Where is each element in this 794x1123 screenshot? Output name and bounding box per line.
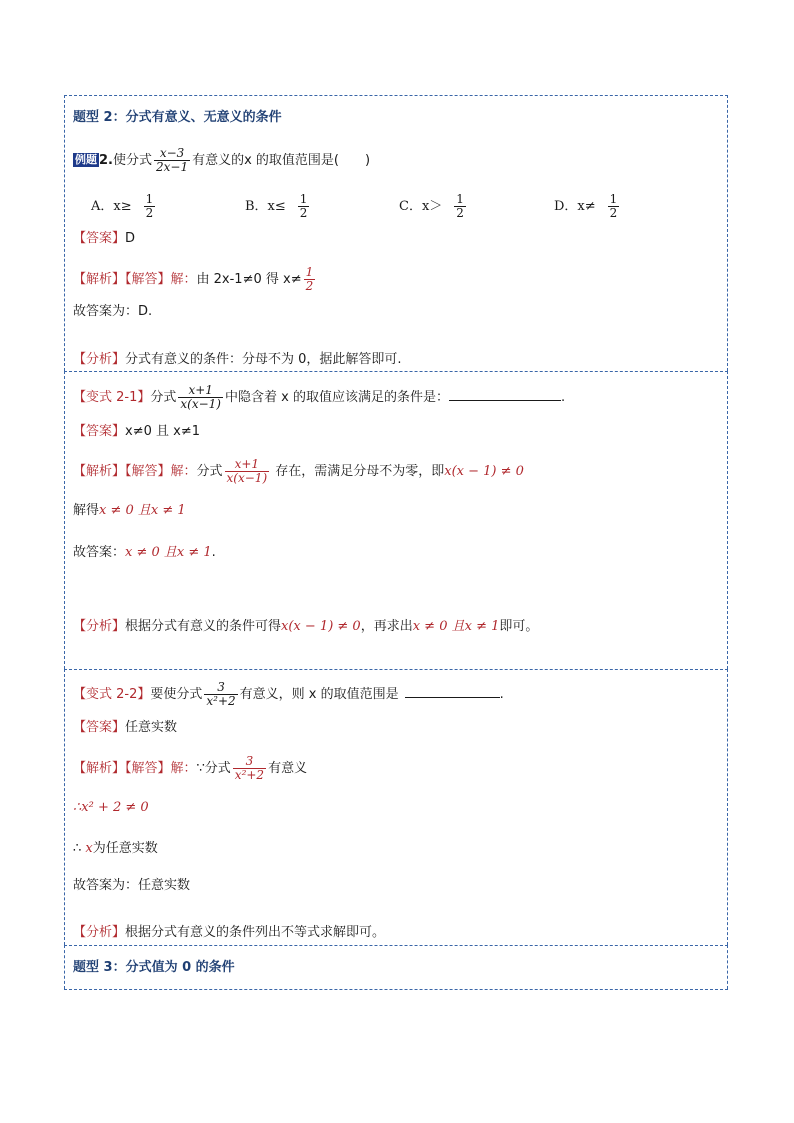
analysis-fraction: $\frac{x+1}{x(x-1)}$ bbox=[226, 457, 268, 485]
step-line-1: ∴x² + 2 ≠ 0 bbox=[73, 800, 149, 815]
note-label: 【分析】 bbox=[73, 925, 126, 940]
analysis-math: x(x − 1) ≠ 0 bbox=[444, 464, 524, 479]
analysis-fraction: $\frac{3}{\text{x²+2}}$ bbox=[234, 754, 265, 782]
answer-blank bbox=[449, 388, 561, 401]
answer-blank bbox=[405, 685, 500, 698]
answer-line bbox=[73, 229, 135, 249]
conclusion-math: x ≠ 0 且x ≠ 1 bbox=[125, 545, 212, 560]
answer-line bbox=[73, 422, 200, 442]
section-variant-2-1 bbox=[64, 371, 728, 669]
analysis-text: 由 2x-1≠0 得 x≠ bbox=[196, 272, 302, 287]
note-line bbox=[73, 350, 402, 370]
note-label: 【分析】 bbox=[73, 352, 126, 367]
option-d: D．x≠ $\frac{1}{2}$ bbox=[554, 192, 618, 220]
note-text: 分式有意义的条件：分母不为 0，据此解答即可. bbox=[125, 352, 402, 367]
conclusion-line: 故答案为：任意实数 bbox=[73, 878, 191, 893]
conclusion-line: 故答案：x ≠ 0 且x ≠ 1. bbox=[73, 545, 216, 560]
question-prefix: 使分式 bbox=[112, 153, 152, 168]
option-a: A．x≥ $\frac{1}{2}$ bbox=[91, 192, 154, 220]
section-title: 题型 2：分式有意义、无意义的条件 bbox=[73, 110, 282, 125]
answer-value: 任意实数 bbox=[125, 720, 178, 735]
question-prefix: 分式 bbox=[150, 390, 177, 405]
solve-line: 解得x ≠ 0 且x ≠ 1 bbox=[73, 503, 186, 518]
question-suffix: 有意义的x 的取值范围是( ) bbox=[192, 153, 371, 168]
step-line-2: ∴ x为任意实数 bbox=[73, 841, 158, 856]
conclusion-line: 故答案为：D. bbox=[73, 304, 153, 319]
answer-label: 【答案】 bbox=[73, 231, 126, 246]
note-line: 【分析】根据分式有意义的条件可得x(x − 1) ≠ 0，再求出x ≠ 0 且x ≠ 1即可。 bbox=[73, 619, 539, 634]
analysis-label: 【解析】【解答】解： bbox=[73, 464, 197, 479]
section-title: 题型 3：分式值为 0 的条件 bbox=[73, 960, 235, 975]
analysis-line bbox=[73, 266, 317, 293]
analysis-label: 【解析】【解答】解： bbox=[73, 272, 197, 287]
question-number: 2. bbox=[99, 153, 113, 168]
option-b: B．x≤ $\frac{1}{2}$ bbox=[245, 192, 308, 220]
note-line: 【分析】根据分式有意义的条件列出不等式求解即可。 bbox=[73, 925, 386, 940]
example-tag: 例题 bbox=[75, 153, 97, 166]
section-variant-2-2 bbox=[64, 669, 728, 945]
note-label: 【分析】 bbox=[73, 619, 126, 634]
section-type3 bbox=[64, 945, 728, 989]
question-fraction: $\frac{3}{\text{x²+2}}$ bbox=[206, 680, 236, 708]
analysis-label: 【解析】【解答】解： bbox=[73, 761, 197, 776]
answer-label: 【答案】 bbox=[73, 720, 126, 735]
answer-line bbox=[73, 718, 177, 738]
variant-title: 【变式 2-1】 bbox=[73, 390, 151, 405]
analysis-line: 【解析】【解答】解：∵分式 $\frac{3}{\text{x²+2}}$ 有意义 bbox=[73, 754, 308, 782]
answer-value: D bbox=[125, 231, 136, 246]
variant-title: 【变式 2-2】 bbox=[73, 687, 151, 702]
analysis-line: 【解析】【解答】解：分式 $\frac{x+1}{x(x-1)}$ 存在，需满足分母不为零，即x(x − 1) ≠ 0 bbox=[73, 457, 524, 485]
question-line: 【变式 2-2】要使分式 $\frac{3}{\text{x²+2}}$ 有意义，则 x 的取值范围是 . bbox=[73, 680, 504, 708]
answer-value: x≠0 且 x≠1 bbox=[125, 424, 200, 439]
answer-label: 【答案】 bbox=[73, 424, 126, 439]
option-c: C．x＞ $\frac{1}{2}$ bbox=[399, 192, 464, 220]
section-type2 bbox=[64, 95, 728, 371]
question-line: 【变式 2-1】分式 $\frac{x+1}{x(x-1)}$ 中隐含着 x 的取值应该满足的条件是： . bbox=[73, 383, 566, 411]
solve-math: x ≠ 0 且x ≠ 1 bbox=[99, 503, 186, 518]
question-fraction: $\frac{x-3}{2x-1}$ bbox=[156, 146, 189, 174]
question-line bbox=[73, 147, 370, 174]
analysis-fraction: $\frac{1}{2}$ bbox=[305, 265, 314, 293]
question-fraction: $\frac{x+1}{x(x-1)}$ bbox=[180, 383, 221, 411]
section-bottom-border bbox=[64, 989, 728, 990]
question-suffix: 中隐含着 x 的取值应该满足的条件是： bbox=[224, 390, 449, 405]
